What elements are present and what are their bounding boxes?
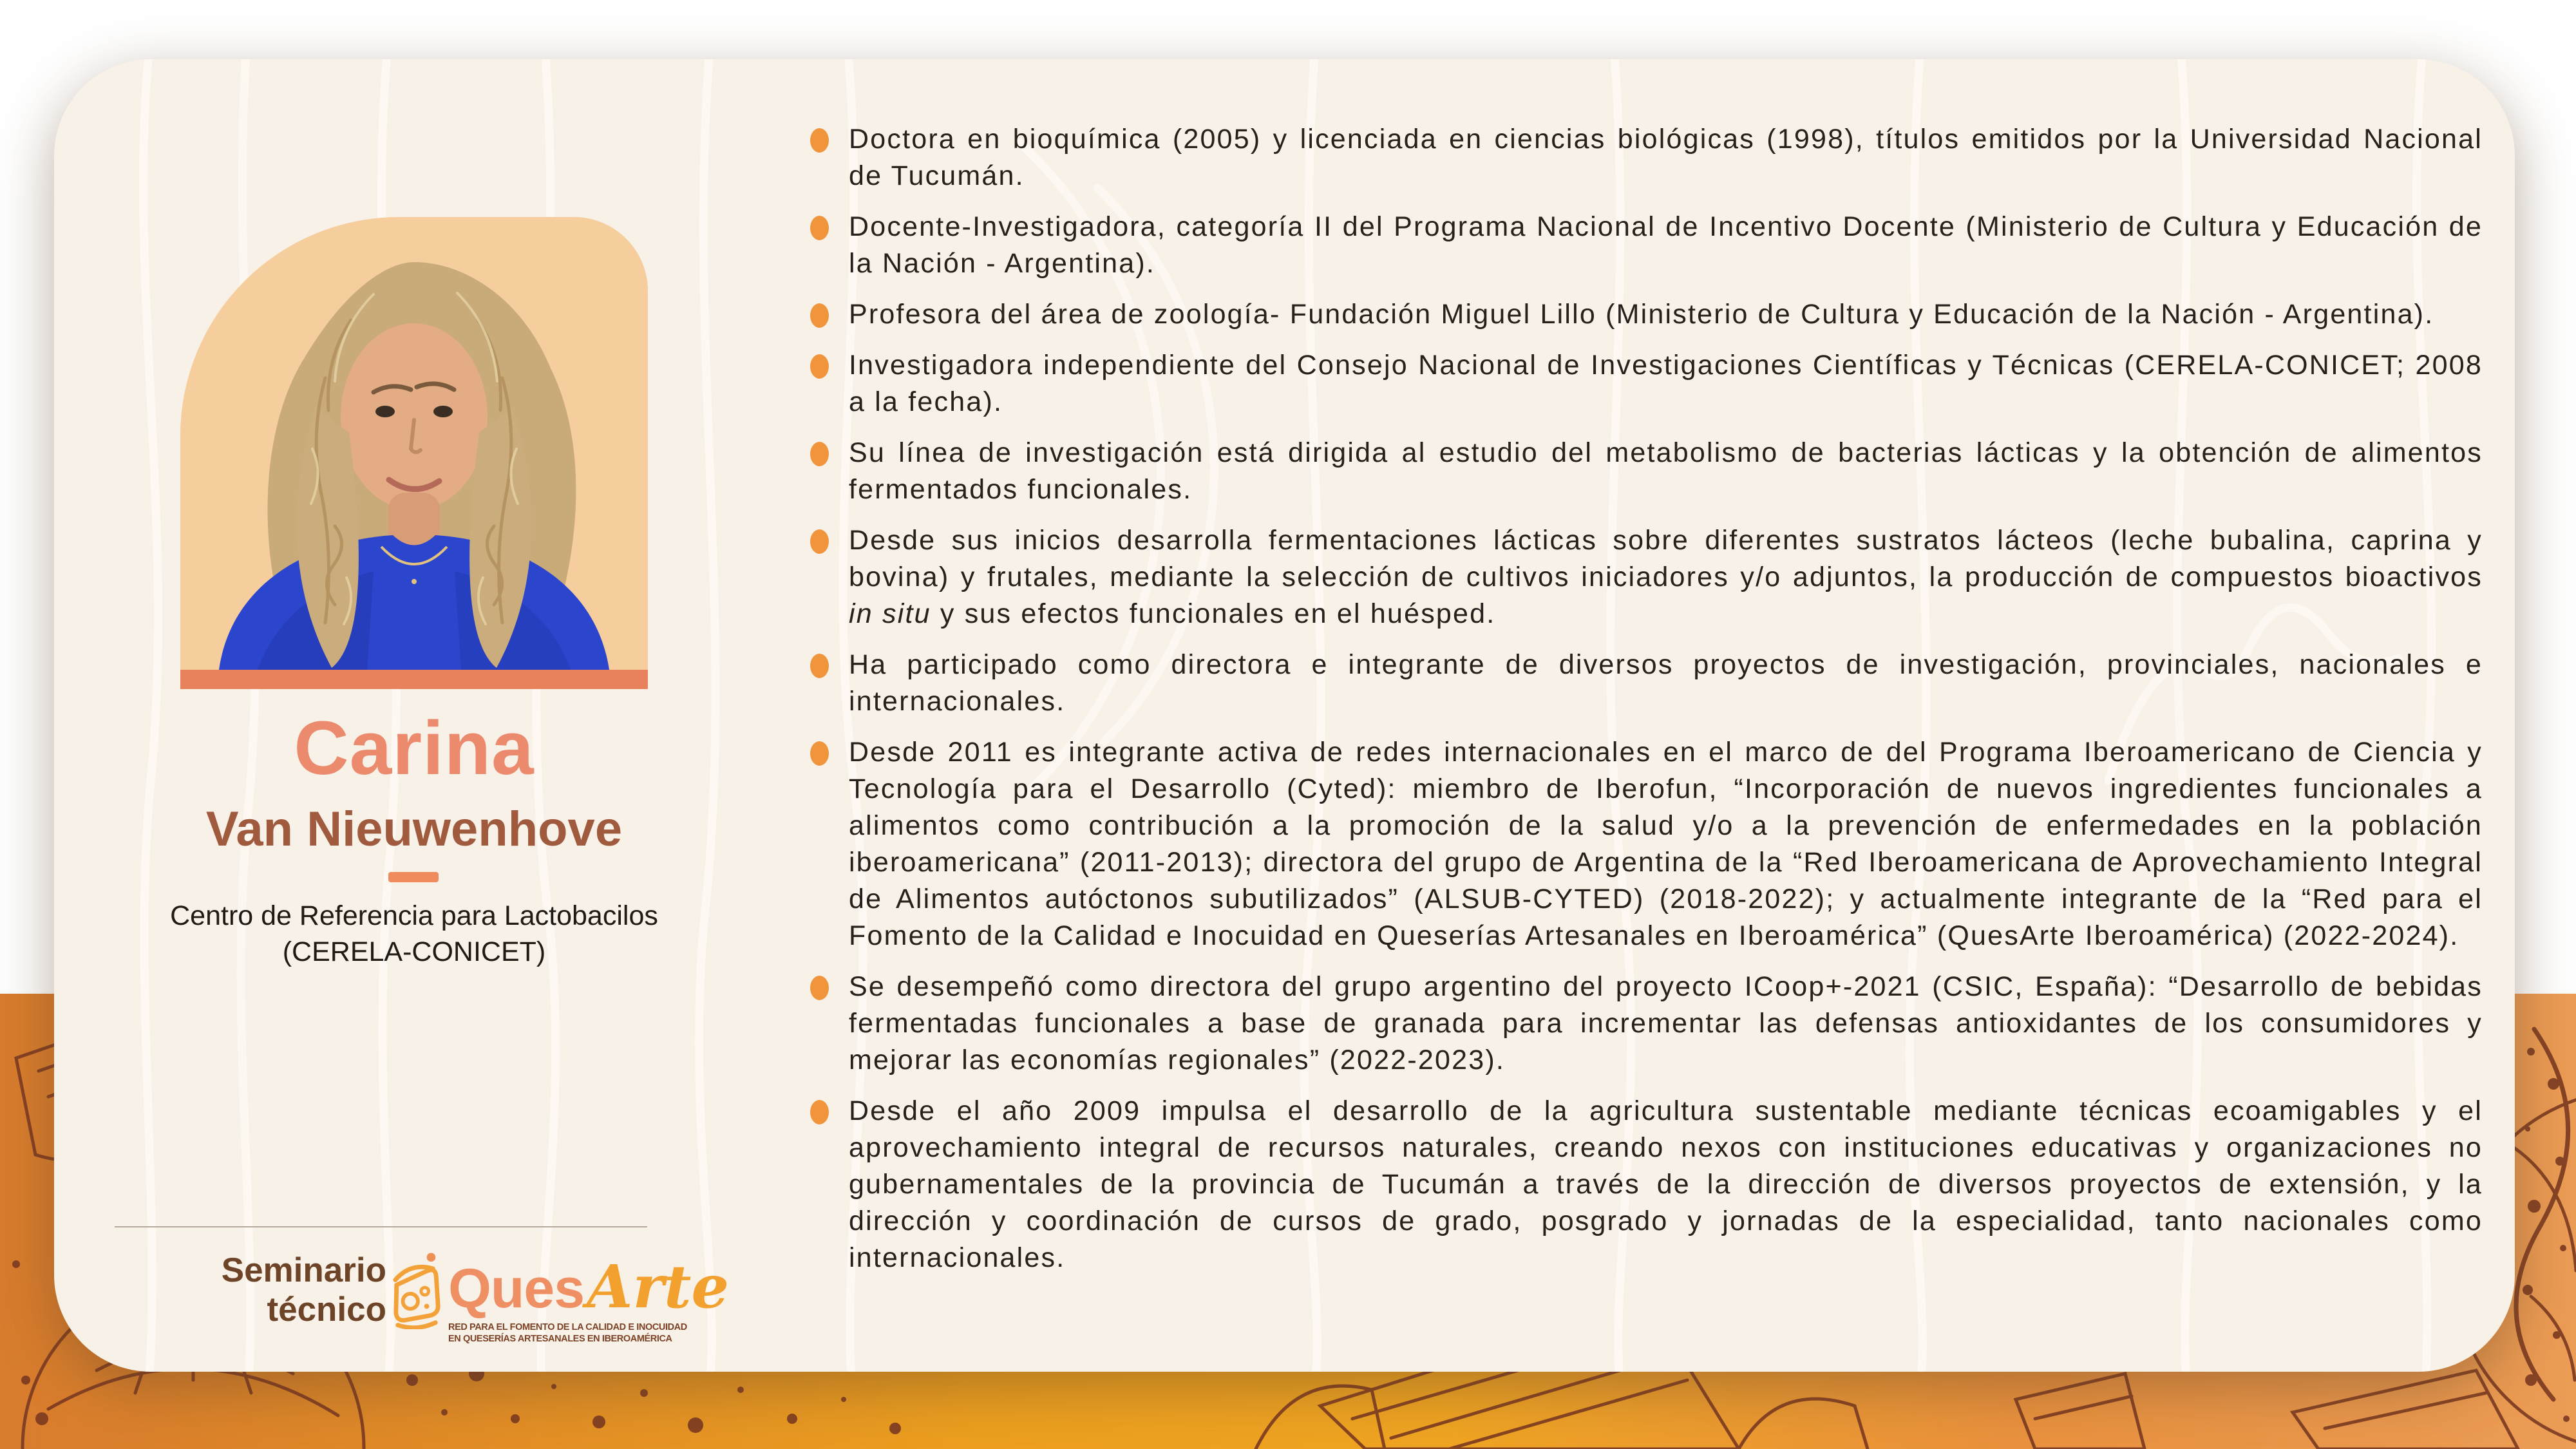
bullet-text: Su línea de investigación está dirigida al estudio del metabolismo de bacterias lácticas y la obtención de alimentos fermentados funcionales. (849, 437, 2483, 505)
affiliation-line1: Centro de Referencia para Lactobacilos (170, 900, 658, 931)
event-title (118, 1251, 386, 1329)
bullet-text: Profesora del área de zoología- Fundación Miguel Lillo (Ministerio de Cultura y Educación de la Nación - Argentina). (849, 299, 2434, 330)
logo-tagline (448, 1321, 729, 1345)
bio-bullet-item (810, 121, 2483, 194)
bullet-text: Desde sus inicios desarrolla fermentaciones lácticas sobre diferentes sustratos lácteos (leche bubalina, caprina y bovina) y frutales, mediante la selección de cultivos iniciadores y/o adjuntos, la producción de compuestos bioactivos in situ y sus efectos funcionales en el huésped. (849, 525, 2483, 629)
cheese-icon (392, 1252, 442, 1329)
bio-bullet-item (810, 522, 2483, 632)
bullet-text: Desde 2011 es integrante activa de redes internacionales en el marco de del Programa Iberoamericano de Ciencia y Tecnología para el Desarrollo (Cyted): miembro de Iberofun, “Incorporación de nuevos ingredientes funcionales a alimentos como contribución a la promoción de la salud y/o a la prevención de enfermedades en la población iberoamericana” (2011-2013); directora del grupo de Argentina de la “Red Iberoamericana de Aprovechamiento Integral de Alimentos autóctonos subutilizados” (ALSUB-CYTED) (2018-2022); y actualmente integrante de la “Red para el Fomento de la Calidad e Inocuidad en Queserías Artesanales en Iberoamérica” (QuesArte Iberoamérica) (2022-2024). (849, 737, 2483, 951)
speaker-photo (180, 217, 648, 670)
bullet-dot-icon (810, 303, 829, 328)
bullet-dot-icon (810, 128, 829, 153)
affiliation-line2: (CERELA-CONICET) (282, 936, 546, 967)
logo-text (448, 1252, 729, 1345)
quesarte-logo (392, 1252, 729, 1345)
speaker-last-name: Van Nieuwenhove (205, 802, 623, 857)
logo-wordmark (448, 1252, 729, 1321)
bio-bullet-item (810, 1093, 2483, 1276)
photo-accent-bar (180, 670, 648, 689)
event-title-line2: técnico (267, 1291, 386, 1329)
logo-ques: Ques (448, 1258, 585, 1320)
bio-bullet-item (810, 969, 2483, 1079)
bullet-dot-icon (810, 216, 829, 240)
bio-card (54, 59, 2515, 1372)
speaker-first-name: Carina (294, 706, 535, 791)
bullet-text: Ha participado como directora e integrante de diversos proyectos de investigación, provinciales, nacionales e internacionales. (849, 649, 2483, 717)
bullet-text: Doctora en bioquímica (2005) y licenciada en ciencias biológicas (1998), títulos emitidos por la Universidad Nacional de Tucumán. (849, 124, 2483, 191)
accent-dash (388, 872, 439, 882)
bullet-dot-icon (810, 654, 829, 678)
bullet-text: Desde el año 2009 impulsa el desarrollo de la agricultura sustentable mediante técnicas ecoamigables y el aprovechamiento integral de recursos naturales, creando nexos con instituciones educativas y organizaciones no gubernamentales de la provincia de Tucumán a través de la dirección de diversos proyectos de extensión, y la dirección y coordinación de cursos de grado, posgrado y jornadas de la especialidad, tanto nacionales como internacionales. (849, 1095, 2483, 1273)
bio-bullet-item (810, 647, 2483, 720)
portrait-illustration-icon (180, 217, 648, 670)
bio-bullet-item (810, 734, 2483, 954)
speaker-affiliation (116, 898, 712, 970)
bullet-text: Docente-Investigadora, categoría II del Programa Nacional de Incentivo Docente (Ministerio de Cultura y Educación de la Nación - Argentina). (849, 211, 2483, 279)
event-title-line1: Seminario (221, 1251, 386, 1289)
bio-bullet-item (810, 209, 2483, 282)
bullet-dot-icon (810, 442, 829, 466)
bio-bullet-item (810, 296, 2483, 333)
logo-tagline-line2: EN QUESERÍAS ARTESANALES EN IBEROAMÉRICA (448, 1334, 672, 1344)
bullet-dot-icon (810, 1100, 829, 1124)
footer-divider (115, 1226, 647, 1227)
logo-arte: Arte (587, 1252, 729, 1321)
bullet-dot-icon (810, 354, 829, 379)
bullet-text: Se desempeñó como directora del grupo argentino del proyecto ICoop+-2021 (CSIC, España): “Desarrollo de bebidas fermentadas funcionales a base de granada para incrementar las defensas antioxidantes de los consumidores y mejorar las economías regionales” (2022-2023). (849, 971, 2483, 1075)
bullet-text: Investigadora independiente del Consejo Nacional de Investigaciones Científicas y Técnicas (CERELA-CONICET; 2008 a la fecha). (849, 350, 2483, 417)
logo-tagline-line1: RED PARA EL FOMENTO DE LA CALIDAD E INOCUIDAD (448, 1322, 687, 1332)
bio-bullet-item (810, 435, 2483, 508)
bio-bullet-list (810, 121, 2483, 1291)
bio-bullet-item (810, 347, 2483, 421)
bullet-dot-icon (810, 741, 829, 766)
bullet-dot-icon (810, 529, 829, 554)
bullet-dot-icon (810, 976, 829, 1000)
